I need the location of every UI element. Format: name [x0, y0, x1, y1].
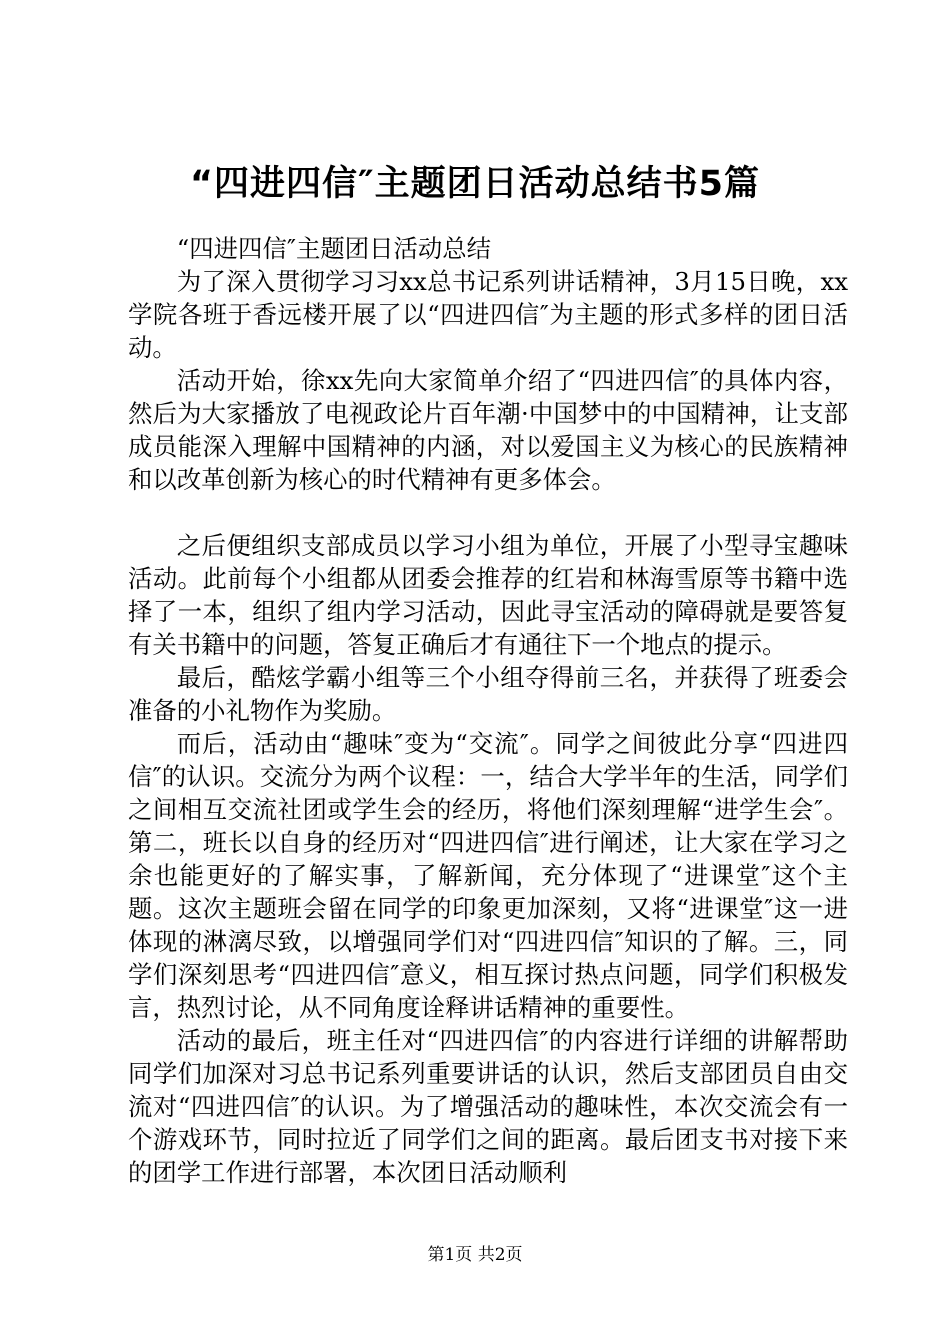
paragraph-exchange: 而后，活动由“趣味″变为“交流″。同学之间彼此分享“四进四信″的认识。交流分为两个议程：一，结合大学半年的生活，同学们之间相互交流社团或学生会的经历，将他们深刻理解“进学生会″。第二，班长以自身的经历对“四进四信″进行阐述，让大家在学习之余也能更好的了解实事，了解新闻，充分体现了“进课堂″这个主题。这次主题班会留在同学的印象更加深刻，又将“进课堂″这一进体现的淋漓尽致，以增强同学们对“四进四信″知识的了解。三，同学们深刻思考“四进四信″意义，相互探讨热点问题，同学们积极发言，热烈讨论，从不同角度诠释讲话精神的重要性。	[128, 729, 848, 1022]
paragraph-activity-start: 活动开始，徐xx先向大家简单介绍了“四进四信″的具体内容，然后为大家播放了电视政论片百年潮·中国梦中的中国精神，让支部成员能深入理解中国精神的内涵，对以爱国主义为核心的民族精神和以改革创新为核心的时代精神有更多体会。	[128, 366, 848, 494]
paragraph-intro: 为了深入贯彻学习习xx总书记系列讲话精神，3月15日晚，xx学院各班于香远楼开展了以“四进四信″为主题的形式多样的团日活动。	[128, 267, 848, 362]
paragraph-treasure-hunt: 之后便组织支部成员以学习小组为单位，开展了小型寻宝趣味活动。此前每个小组都从团委会推荐的红岩和林海雪原等书籍中选择了一本，组织了组内学习活动，因此寻宝活动的障碍就是要答复有关书籍中的问题，答复正确后才有通往下一个地点的提示。	[128, 531, 848, 659]
paragraph-subtitle: “四进四信″主题团日活动总结	[176, 234, 492, 263]
paragraph-conclusion: 活动的最后，班主任对“四进四信″的内容进行详细的讲解帮助同学们加深对习总书记系列重要讲话的认识，然后支部团员自由交流对“四进四信″的认识。为了增强活动的趣味性，本次交流会有一个游戏环节，同时拉近了同学们之间的距离。最后团支书对接下来的团学工作进行部署，本次团日活动顺利	[128, 1026, 848, 1187]
document-title: “四进四信″主题团日活动总结书5篇	[190, 164, 760, 204]
paragraph-winners: 最后，酷炫学霸小组等三个小组夺得前三名，并获得了班委会准备的小礼物作为奖励。	[128, 663, 848, 725]
document-body	[128, 232, 848, 1189]
page-number-footer: 第1页 共2页	[427, 1245, 523, 1265]
